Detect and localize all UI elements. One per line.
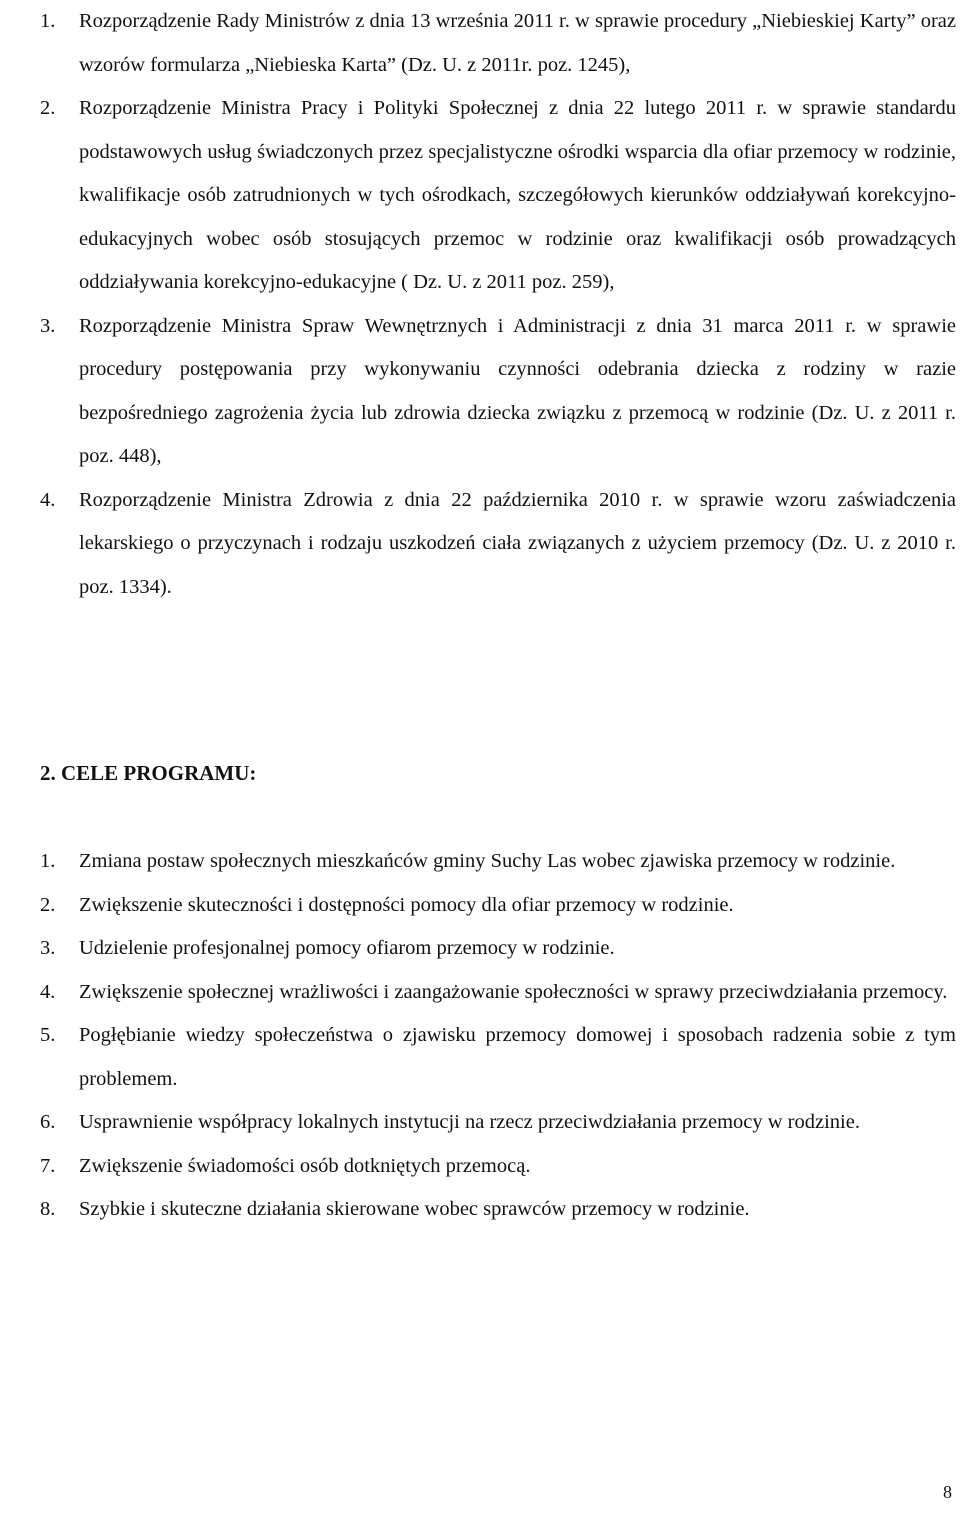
- list-item-number: 2.: [40, 97, 56, 119]
- list-item-number: 7.: [40, 1154, 56, 1177]
- list-item: [0, 840, 960, 884]
- goals-list: [0, 840, 960, 1232]
- list-item: [0, 87, 960, 305]
- list-item-text: Zwiększenie społecznej wrażliwości i zaangażowanie społeczności w sprawy przeciwdziałania przemocy.: [79, 980, 948, 1003]
- list-item-text: Rozporządzenie Ministra Pracy i Polityki Społecznej z dnia 22 lutego 2011 r. w sprawie standardu podstawowych usług świadczonych przez specjalistyczne ośrodki wsparcia dla ofiar przemocy w rodzinie, kwalifikacje osób zatrudnionych w tych ośrodkach, szczegółowych kierunków oddziaływań korekcyjno-edukacyjnych wobec osób stosujących przemoc w rodzinie oraz kwalifikacji osób prowadzących oddziaływania korekcyjno-edukacyjne ( Dz. U. z 2011 poz. 259),: [79, 97, 956, 293]
- list-item: [0, 927, 960, 971]
- list-item-number: 8.: [40, 1198, 56, 1220]
- list-item: [0, 971, 960, 1015]
- list-item-number: 5.: [40, 1024, 56, 1046]
- list-item: [0, 884, 960, 928]
- list-item-text: Szybkie i skuteczne działania skierowane wobec sprawców przemocy w rodzinie.: [79, 1198, 750, 1220]
- legal-basis-list: [0, 0, 960, 609]
- list-item-text: Udzielenie profesjonalnej pomocy ofiarom przemocy w rodzinie.: [79, 937, 615, 959]
- list-item-text: Rozporządzenie Ministra Zdrowia z dnia 22 października 2010 r. w sprawie wzoru zaświadczenia lekarskiego o przyczynach i rodzaju uszkodzeń ciała związanych z użyciem przemocy (Dz. U. z 2010 r. poz. 1334).: [79, 488, 956, 598]
- list-item-text: Zwiększenie skuteczności i dostępności pomocy dla ofiar przemocy w rodzinie.: [79, 893, 734, 916]
- list-item-text: Rozporządzenie Ministra Spraw Wewnętrznych i Administracji z dnia 31 marca 2011 r. w sprawie procedury postępowania przy wykonywaniu czynności odebrania dziecka z rodziny w razie bezpośredniego zagrożenia życia lub zdrowia dziecka związku z przemocą w rodzinie (Dz. U. z 2011 r. poz. 448),: [79, 314, 956, 467]
- list-item-number: 1.: [40, 10, 56, 32]
- list-item-text: Zwiększenie świadomości osób dotkniętych przemocą.: [79, 1154, 531, 1177]
- list-item: [0, 1188, 960, 1232]
- list-item: [0, 1101, 960, 1145]
- list-item-text: Rozporządzenie Rady Ministrów z dnia 13 września 2011 r. w sprawie procedury „Niebieskiej Karty” oraz wzorów formularza „Niebieska Karta” (Dz. U. z 2011r. poz. 1245),: [79, 10, 956, 76]
- list-item-number: 1.: [40, 850, 56, 872]
- list-item-text: Pogłębianie wiedzy społeczeństwa o zjawisku przemocy domowej i sposobach radzenia sobie z tym problemem.: [79, 1024, 956, 1090]
- list-item: [0, 305, 960, 479]
- list-item: [0, 479, 960, 610]
- list-item-number: 6.: [40, 1111, 56, 1133]
- list-item: [0, 1014, 960, 1101]
- list-item: [0, 0, 960, 87]
- list-item-number: 3.: [40, 937, 56, 959]
- list-item-number: 4.: [40, 488, 56, 511]
- list-item-text: Zmiana postaw społecznych mieszkańców gminy Suchy Las wobec zjawiska przemocy w rodzinie.: [79, 850, 896, 872]
- section-heading: 2. CELE PROGRAMU:: [40, 761, 257, 785]
- list-item: [0, 1145, 960, 1189]
- list-item-text: Usprawnienie współpracy lokalnych instytucji na rzecz przeciwdziałania przemocy w rodzinie.: [79, 1111, 860, 1133]
- list-item-number: 4.: [40, 980, 56, 1003]
- list-item-number: 2.: [40, 893, 56, 916]
- page-number: 8: [943, 1482, 952, 1502]
- list-item-number: 3.: [40, 314, 56, 337]
